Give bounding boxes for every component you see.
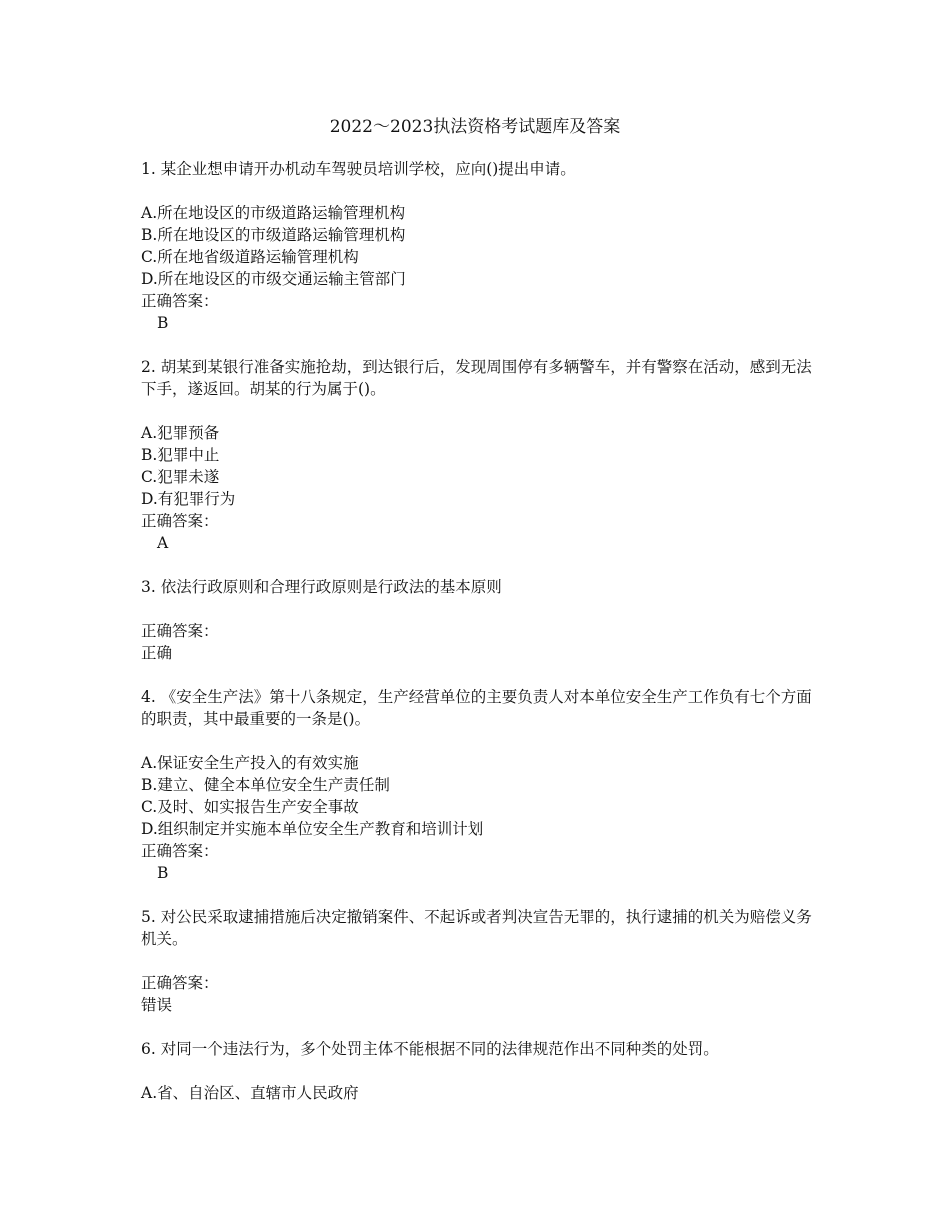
answer-label: 正确答案： <box>141 974 219 992</box>
question-stem: 6. 对同一个违法行为，多个处罚主体不能根据不同的法律规范作出不同种类的处罚。 <box>141 1040 719 1058</box>
option-c: C.犯罪未遂 <box>141 468 220 486</box>
question-5 <box>141 906 821 1016</box>
answer-label: 正确答案： <box>141 292 219 310</box>
answer-value: 正确 <box>141 644 173 662</box>
answer-value: 错误 <box>141 996 173 1014</box>
question-stem: 1. 某企业想申请开办机动车驾驶员培训学校，应向()提出申请。 <box>141 160 576 178</box>
option-b: B.所在地设区的市级道路运输管理机构 <box>141 226 406 244</box>
answer-value: B <box>157 314 169 332</box>
option-d: D.有犯罪行为 <box>141 490 236 508</box>
question-4 <box>141 686 821 884</box>
option-a: A.保证安全生产投入的有效实施 <box>141 754 359 772</box>
option-a: A.所在地设区的市级道路运输管理机构 <box>141 204 406 222</box>
question-3 <box>141 576 821 664</box>
question-2 <box>141 356 821 554</box>
option-c: C.所在地省级道路运输管理机构 <box>141 248 359 266</box>
page-title: 2022～2023执法资格考试题库及答案 <box>329 117 621 137</box>
answer-label: 正确答案： <box>141 842 219 860</box>
question-stem: 2. 胡某到某银行准备实施抢劫，到达银行后，发现周围停有多辆警车，并有警察在活动，感到无法下手，遂返回。胡某的行为属于()。 <box>141 358 812 398</box>
question-6 <box>141 1038 821 1104</box>
answer-label: 正确答案： <box>141 622 219 640</box>
option-b: B.建立、健全本单位安全生产责任制 <box>141 776 390 794</box>
answer-label: 正确答案： <box>141 512 219 530</box>
option-b: B.犯罪中止 <box>141 446 220 464</box>
option-d: D.所在地设区的市级交通运输主管部门 <box>141 270 406 288</box>
question-1 <box>141 158 821 334</box>
option-a: A.犯罪预备 <box>141 424 220 442</box>
question-stem: 4. 《安全生产法》第十八条规定，生产经营单位的主要负责人对本单位安全生产工作负有七个方面的职责，其中最重要的一条是()。 <box>141 688 812 728</box>
option-c: C.及时、如实报告生产安全事故 <box>141 798 359 816</box>
question-stem: 3. 依法行政原则和合理行政原则是行政法的基本原则 <box>141 578 502 596</box>
option-d: D.组织制定并实施本单位安全生产教育和培训计划 <box>141 820 484 838</box>
answer-value: B <box>157 864 169 882</box>
option-a: A.省、自治区、直辖市人民政府 <box>141 1084 359 1102</box>
answer-value: A <box>157 534 169 552</box>
question-stem: 5. 对公民采取逮捕措施后决定撤销案件、不起诉或者判决宣告无罪的，执行逮捕的机关为赔偿义务机关。 <box>141 908 812 948</box>
question-list <box>141 158 821 1126</box>
